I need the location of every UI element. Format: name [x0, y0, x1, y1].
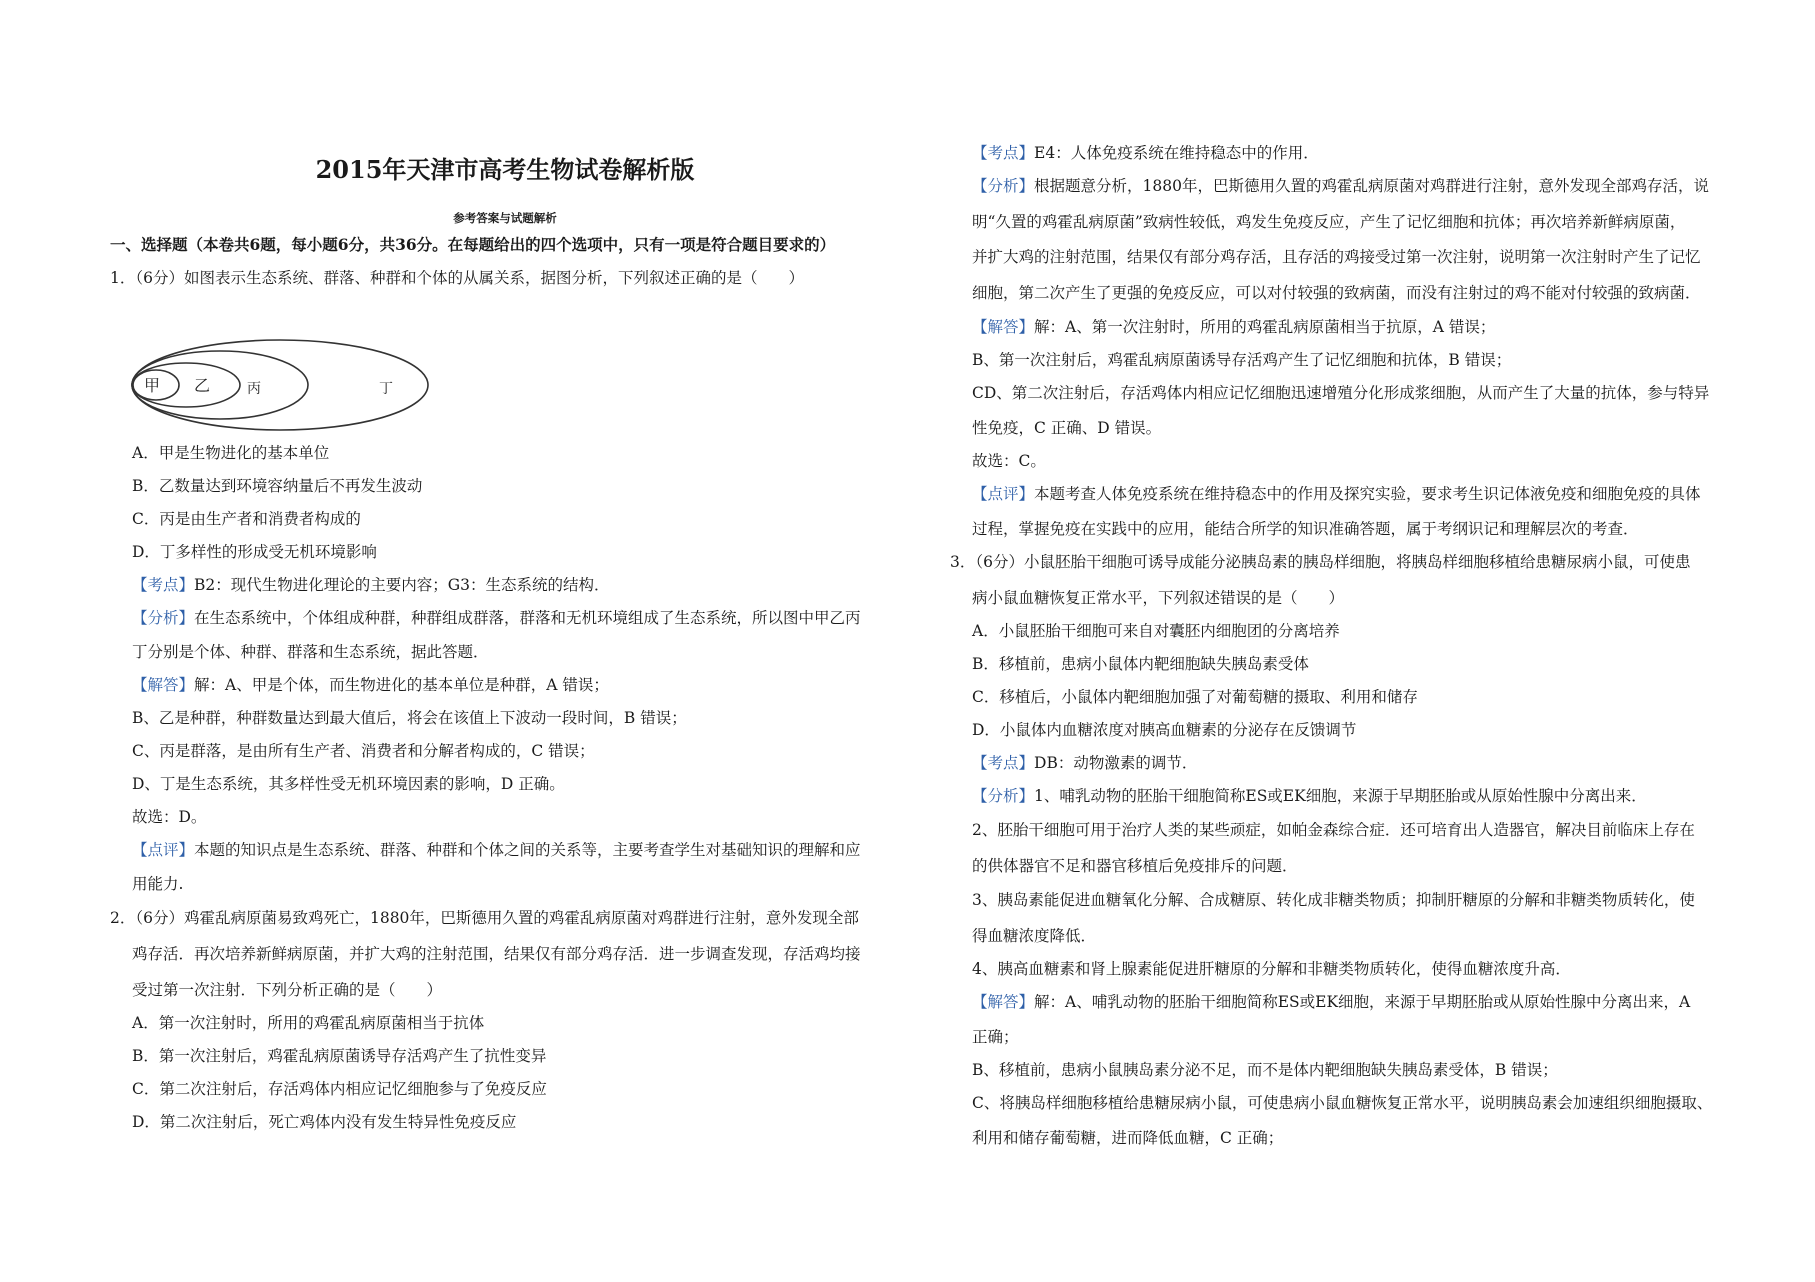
section-heading: 一、选择题（本卷共6题，每小题6分，共36分。在每题给出的四个选项中，只有一项是符合题目要求的）: [110, 235, 836, 254]
q1-dianping-cont: 用能力.: [132, 875, 184, 893]
q3-jieda-cont: 正确；: [972, 1028, 1019, 1046]
q3-jieda-b: B、移植前，患病小鼠胰岛素分泌不足，而不是体内靶细胞缺失胰岛素受体，B 错误；: [972, 1061, 1558, 1079]
q2-option-b: B．第一次注射后，鸡霍乱病原菌诱导存活鸡产生了抗性变异: [132, 1047, 547, 1065]
q3-stem-2: 病小鼠血糖恢复正常水平，下列叙述错误的是（ ）: [972, 589, 1345, 607]
jieda-tag: 【解答】: [132, 676, 195, 694]
q2-fenxi-2: 明“久置的鸡霍乱病原菌”致病性较低，鸡发生免疫反应，产生了记忆细胞和抗体；再次培养新鲜病原菌，: [972, 213, 1686, 231]
q2-jieda-cd-cont: 性免疫，C 正确、D 错误。: [972, 419, 1162, 437]
q2-dianping-cont: 过程，掌握免疫在实践中的应用，能结合所学的知识准确答题，属于考纲识记和理解层次的考查．: [972, 520, 1639, 538]
q2-stem-2: 鸡存活．再次培养新鲜病原菌，并扩大鸡的注射范围，结果仅有部分鸡存活．进一步调查发现，存活鸡均接: [132, 945, 861, 963]
q2-dianping: 【点评】本题考查人体免疫系统在维持稳态中的作用及探究实验，要求考生识记体液免疫和细胞免疫的具体: [972, 485, 1701, 503]
page-subtitle: 参考答案与试题解析: [453, 211, 557, 225]
q1-option-c: C．丙是由生产者和消费者构成的: [132, 510, 361, 528]
q1-option-b: B．乙数量达到环境容纳量后不再发生波动: [132, 477, 423, 495]
q2-option-a: A．第一次注射时，所用的鸡霍乱病原菌相当于抗体: [132, 1014, 485, 1032]
q3-option-d: D．小鼠体内血糖浓度对胰高血糖素的分泌存在反馈调节: [972, 721, 1357, 739]
q3-fenxi: 【分析】1、哺乳动物的胚胎干细胞简称ES或EK细胞，来源于早期胚胎或从原始性腺中分离出来．: [972, 787, 1647, 805]
q3-fenxi-3: 的供体器官不足和器官移植后免疫排斥的问题．: [972, 857, 1298, 875]
q2-jieda: 【解答】解：A、第一次注射时，所用的鸡霍乱病原菌相当于抗原，A 错误；: [972, 318, 1496, 336]
jieda-tag: 【解答】: [972, 993, 1035, 1011]
label-ding: 丁: [379, 381, 393, 397]
label-bing: 丙: [247, 381, 261, 397]
q3-option-c: C．移植后，小鼠体内靶细胞加强了对葡萄糖的摄取、利用和储存: [972, 688, 1418, 706]
fenxi-tag: 【分析】: [132, 609, 195, 627]
q3-jieda-c-cont: 利用和储存葡萄糖，进而降低血糖，C 正确；: [972, 1129, 1284, 1147]
kaodian-tag: 【考点】: [972, 754, 1035, 772]
q1-answer: 故选：D。: [132, 808, 207, 826]
fenxi-tag: 【分析】: [972, 787, 1035, 805]
q1-option-d: D．丁多样性的形成受无机环境影响: [132, 543, 377, 561]
q1-option-a: A．甲是生物进化的基本单位: [132, 444, 330, 462]
q2-fenxi-3: 并扩大鸡的注射范围，结果仅有部分鸡存活，且存活的鸡接受过第一次注射，说明第一次注射时产生了记忆: [972, 248, 1701, 266]
q1-fenxi: 【分析】在生态系统中，个体组成种群，种群组成群落，群落和无机环境组成了生态系统，所以图中甲乙丙: [132, 609, 861, 627]
fenxi-tag: 【分析】: [972, 177, 1035, 195]
q2-jieda-b: B、第一次注射后，鸡霍乱病原菌诱导存活鸡产生了记忆细胞和抗体，B 错误；: [972, 351, 1512, 369]
q3-option-a: A．小鼠胚胎干细胞可来自对囊胚内细胞团的分离培养: [972, 622, 1340, 640]
q2-stem-1: 2．（6分）鸡霍乱病原菌易致鸡死亡，1880年，巴斯德用久置的鸡霍乱病原菌对鸡群进行注射，意外发现全部: [110, 909, 859, 927]
q3-fenxi-6: 4、胰高血糖素和肾上腺素能促进肝糖原的分解和非糖类物质转化，使得血糖浓度升高．: [972, 960, 1571, 978]
kaodian-tag: 【考点】: [132, 576, 195, 594]
q2-fenxi-4: 细胞，第二次产生了更强的免疫反应，可以对付较强的致病菌，而没有注射过的鸡不能对付较强的致病菌．: [972, 284, 1701, 302]
q3-stem-1: 3．（6分）小鼠胚胎干细胞可诱导成能分泌胰岛素的胰岛样细胞，将胰岛样细胞移植给患糖尿病小鼠，可使患: [950, 553, 1691, 571]
q2-fenxi: 【分析】根据题意分析，1880年，巴斯德用久置的鸡霍乱病原菌对鸡群进行注射，意外发现全部鸡存活，说: [972, 177, 1709, 195]
label-yi: 乙: [194, 376, 211, 395]
kaodian-tag: 【考点】: [972, 144, 1035, 162]
q3-jieda-c: C、将胰岛样细胞移植给患糖尿病小鼠，可使患病小鼠血糖恢复正常水平，说明胰岛素会加速组织细胞摄取、: [972, 1094, 1713, 1112]
nested-ellipse-diagram: [130, 335, 430, 435]
jieda-tag: 【解答】: [972, 318, 1035, 336]
q1-fenxi-cont: 丁分别是个体、种群、群落和生态系统，据此答题．: [132, 643, 489, 661]
q1-jieda-d: D、丁是生态系统，其多样性受无机环境因素的影响，D 正确。: [132, 775, 565, 793]
q2-option-d: D．第二次注射后，死亡鸡体内没有发生特异性免疫反应: [132, 1113, 517, 1131]
q3-jieda: 【解答】解：A、哺乳动物的胚胎干细胞简称ES或EK细胞，来源于早期胚胎或从原始性腺中分离出来，A: [972, 993, 1691, 1011]
q1-jieda: 【解答】解：A、甲是个体，而生物进化的基本单位是种群，A 错误；: [132, 676, 609, 694]
q1-stem: 1．（6分）如图表示生态系统、群落、种群和个体的从属关系，据图分析，下列叙述正确的是（ ）: [110, 269, 804, 287]
q3-option-b: B．移植前，患病小鼠体内靶细胞缺失胰岛素受体: [972, 655, 1309, 673]
q3-fenxi-4: 3、胰岛素能促进血糖氧化分解、合成糖原、转化成非糖类物质；抑制肝糖原的分解和非糖类物质转化，使: [972, 891, 1695, 909]
q1-kaodian: 【考点】B2：现代生物进化理论的主要内容；G3：生态系统的结构．: [132, 576, 610, 594]
page-title: 2015年天津市高考生物试卷解析版: [315, 155, 695, 184]
dianping-tag: 【点评】: [132, 841, 195, 859]
q3-fenxi-2: 2、胚胎干细胞可用于治疗人类的某些顽症，如帕金森综合症．还可培育出人造器官，解决目前临床上存在: [972, 821, 1695, 839]
q3-kaodian: 【考点】DB：动物激素的调节．: [972, 754, 1198, 772]
dianping-tag: 【点评】: [972, 485, 1035, 503]
q2-answer: 故选：C。: [972, 452, 1046, 470]
label-jia: 甲: [144, 376, 161, 395]
q1-jieda-b: B、乙是种群，种群数量达到最大值后，将会在该值上下波动一段时间，B 错误；: [132, 709, 687, 727]
q3-fenxi-5: 得血糖浓度降低．: [972, 927, 1097, 945]
q2-option-c: C．第二次注射后，存活鸡体内相应记忆细胞参与了免疫反应: [132, 1080, 547, 1098]
q1-dianping: 【点评】本题的知识点是生态系统、群落、种群和个体之间的关系等，主要考查学生对基础知识的理解和应: [132, 841, 861, 859]
q2-stem-3: 受过第一次注射．下列分析正确的是（ ）: [132, 981, 443, 999]
q2-jieda-cd: CD、第二次注射后，存活鸡体内相应记忆细胞迅速增殖分化形成浆细胞，从而产生了大量的抗体，参与特异: [972, 384, 1710, 402]
q2-kaodian: 【考点】E4：人体免疫系统在维持稳态中的作用．: [972, 144, 1319, 162]
q1-jieda-c: C、丙是群落，是由所有生产者、消费者和分解者构成的，C 错误；: [132, 742, 595, 760]
